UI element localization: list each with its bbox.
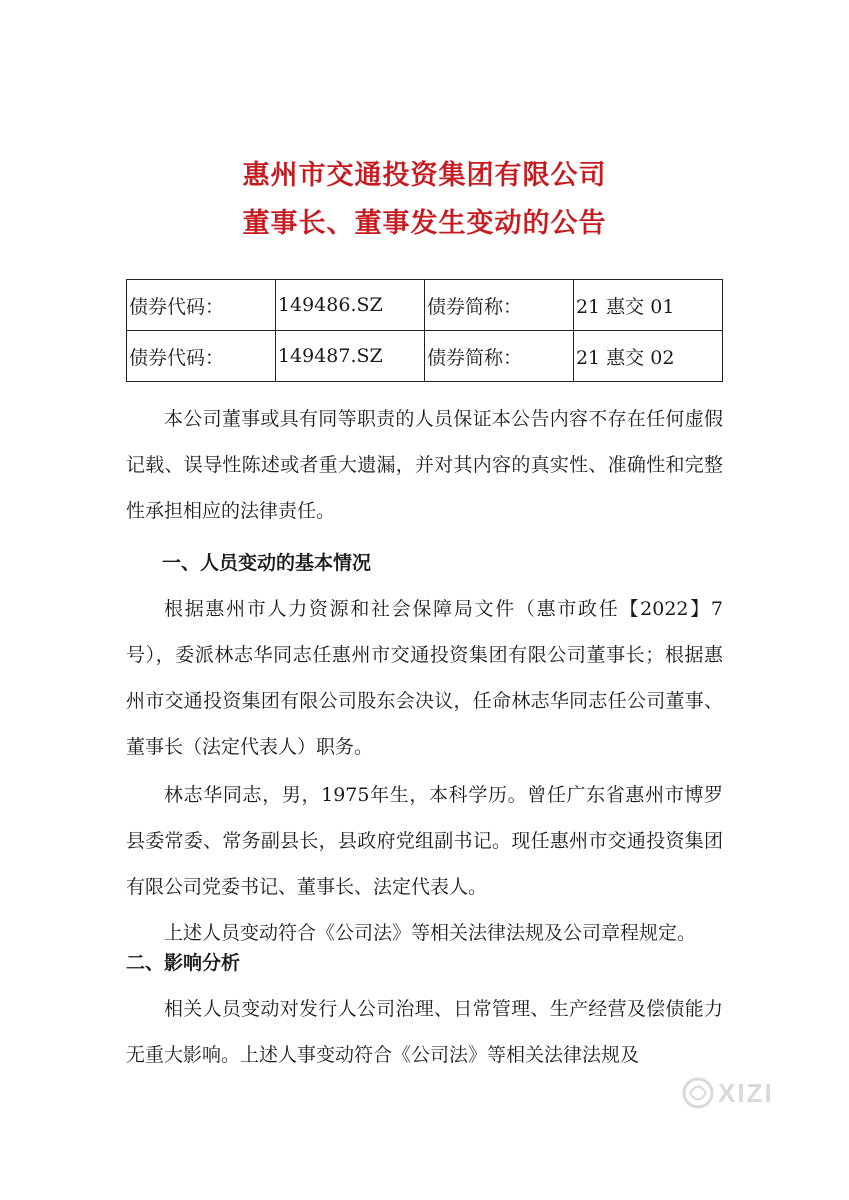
table-row <box>127 331 723 382</box>
section-1-paragraph-1: 根据惠州市人力资源和社会保障局文件（惠市政任【2022】7号），委派林志华同志任惠州市交通投资集团有限公司董事长；根据惠州市交通投资集团有限公司股东会决议，任命林志华同志任公司董事、董事长（法定代表人）职务。 <box>126 598 723 758</box>
title-line-2: 董事长、董事发生变动的公告 <box>242 208 607 239</box>
bond-code-label: 债券代码： <box>127 331 276 382</box>
section-1-paragraph-3: 上述人员变动符合《公司法》等相关法律法规及公司章程规定。 <box>164 922 697 944</box>
section-2-paragraph-1: 相关人员变动对发行人公司治理、日常管理、生产经营及偿债能力无重大影响。上述人事变动符合《公司法》等相关法律法规及 <box>126 998 723 1066</box>
section-1-heading: 一、人员变动的基本情况 <box>162 552 372 574</box>
bond-code-label: 债券代码： <box>127 280 276 331</box>
title-line-1: 惠州市交通投资集团有限公司 <box>242 160 607 191</box>
statement-paragraph: 本公司董事或具有同等职责的人员保证本公告内容不存在任何虚假记载、误导性陈述或者重大遗漏，并对其内容的真实性、准确性和完整性承担相应的法律责任。 <box>126 408 723 522</box>
watermark-text: XIZI <box>718 1078 774 1108</box>
bond-abbr-value: 21 惠交 01 <box>573 280 722 331</box>
bond-info-table <box>126 279 723 382</box>
bond-abbr-label: 债券简称： <box>425 331 574 382</box>
table-row <box>127 280 723 331</box>
bond-abbr-label: 债券简称： <box>425 280 574 331</box>
bond-code-value: 149487.SZ <box>275 331 424 382</box>
bond-code-value: 149486.SZ <box>275 280 424 331</box>
xizi-logo-icon <box>680 1068 800 1118</box>
section-2-heading: 二、影响分析 <box>126 952 241 974</box>
section-1-paragraph-2: 林志华同志，男，1975年生，本科学历。曾任广东省惠州市博罗县委常委、常务副县长，县政府党组副书记。现任惠州市交通投资集团有限公司党委书记、董事长、法定代表人。 <box>126 784 723 898</box>
bond-abbr-value: 21 惠交 02 <box>573 331 722 382</box>
